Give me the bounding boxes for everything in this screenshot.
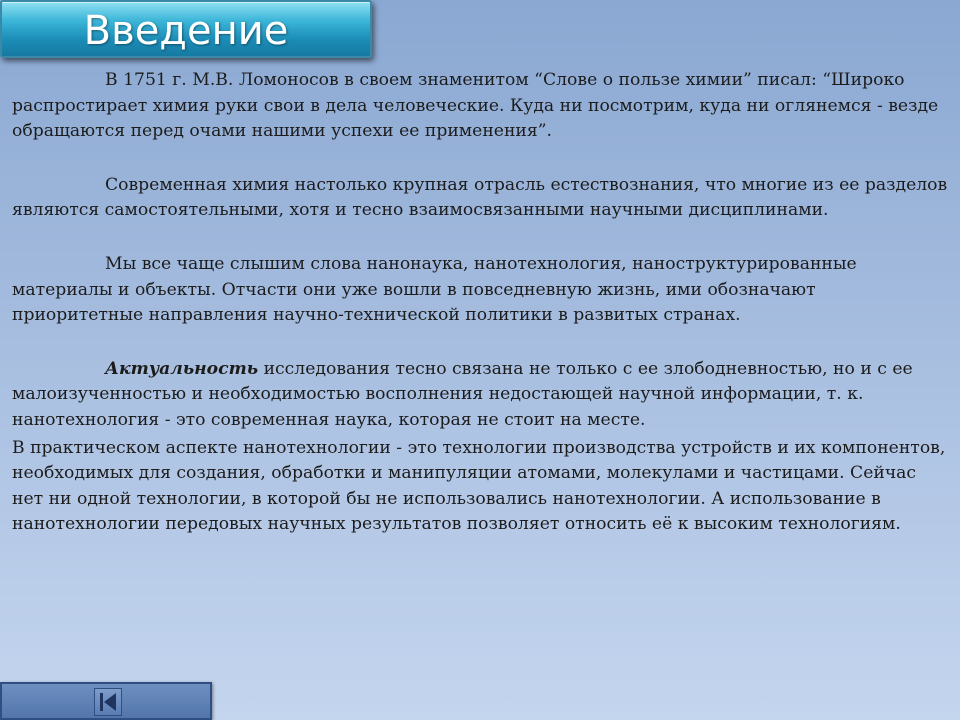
back-arrow-icon (95, 689, 121, 715)
paragraph-text: Современная химия настолько крупная отрасль естествознания, что многие из ее разделов являются самостоятельными, хотя и тесно взаимосвязанными научными дисциплинами. (12, 174, 948, 221)
paragraph-text: Мы все чаще слышим слова нанонаука, нанотехнология, наноструктурированные материалы и объекты. Отчасти они уже вошли в повседневную жизнь, ими обозначают приоритетные направления научно-технической политики в развитых странах. (12, 253, 857, 326)
paragraph-lomonosov (12, 68, 952, 145)
paragraph-practical-aspect (12, 436, 952, 538)
paragraph-text: В практическом аспекте нанотехнологии - это технологии производства устройств и их компонентов, необходимых для создания, обработки и манипуляции атомами, молекулами и частицами. Сейчас нет ни одной технологии, в которой бы не использовались нанотехнологии. А использование в нанотехнологии передовых научных результатов позволяет относить её к высоким технологиям. (12, 437, 946, 535)
navigation-bar (0, 682, 212, 720)
paragraph-nanoscience (12, 252, 952, 329)
paragraph-spacer (12, 145, 952, 173)
relevance-keyword: Актуальность (105, 358, 259, 379)
paragraph-spacer (12, 329, 952, 357)
paragraph-text: В 1751 г. М.В. Ломоносов в своем знаменитом “Слове о пользе химии” писал: “Широко распростирает химия руки свои в дела человеческие. Куда ни посмотрим, куда ни оглянемся - везде обращаются перед очами нашими успехи ее применения”. (12, 70, 939, 142)
slide-title-box (0, 0, 372, 58)
slide-content (12, 68, 952, 538)
paragraph-text: исследования тесно связана не только с ее злободневностью, но и с ее малоизученностью и необходимостью восполнения недостающей научной информации, т. к. нанотехнология - это современная наука, которая не стоит на месте. (12, 358, 913, 430)
paragraph-relevance (12, 357, 952, 434)
paragraph-spacer (12, 224, 952, 252)
slide-title: Введение (83, 8, 289, 54)
paragraph-modern-chemistry (12, 173, 952, 224)
back-button[interactable] (94, 688, 122, 716)
